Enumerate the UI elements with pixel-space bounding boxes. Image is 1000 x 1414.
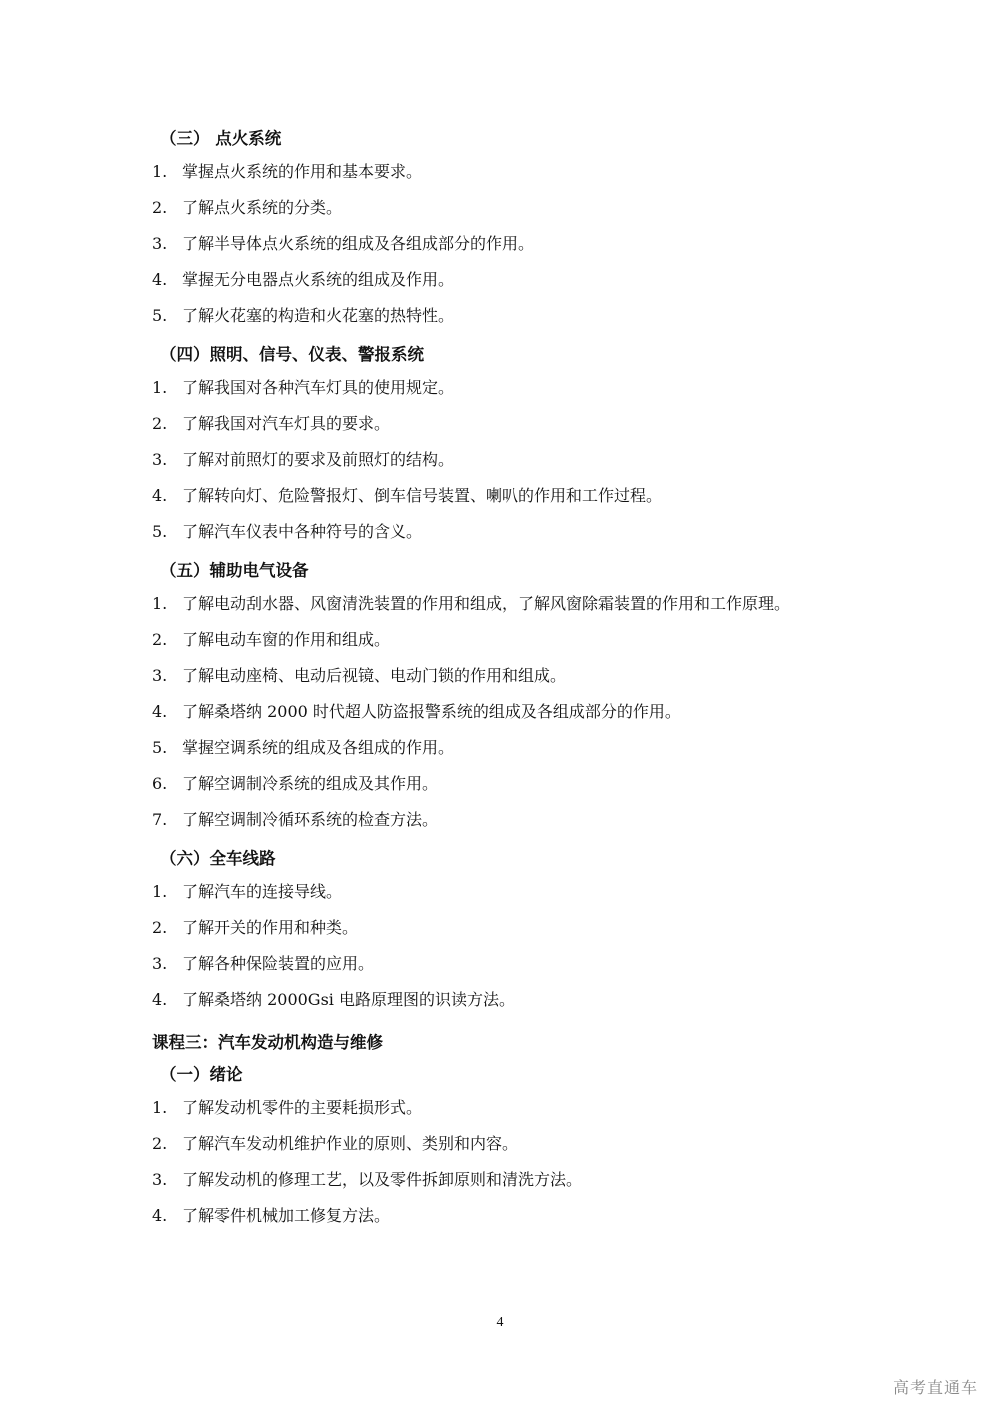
item-text: 了解对前照灯的要求及前照灯的结构。 bbox=[182, 450, 455, 469]
list-item bbox=[0, 190, 1000, 226]
item-number: 2. bbox=[152, 414, 168, 433]
item-text: 了解空调制冷循环系统的检查方法。 bbox=[182, 810, 439, 829]
list-item bbox=[0, 946, 1000, 982]
item-number: 5. bbox=[152, 522, 168, 541]
item-number: 4. bbox=[152, 990, 168, 1009]
list-item bbox=[0, 1126, 1000, 1162]
item-number: 4. bbox=[152, 1206, 168, 1225]
item-number: 1. bbox=[152, 882, 168, 901]
item-text: 了解发动机的修理工艺，以及零件拆卸原则和清洗方法。 bbox=[182, 1170, 583, 1189]
item-number: 2. bbox=[152, 1134, 168, 1153]
section-heading: （五）辅助电气设备 bbox=[160, 561, 309, 580]
item-number: 1. bbox=[152, 162, 168, 181]
item-list bbox=[0, 586, 1000, 838]
list-item bbox=[0, 694, 1000, 730]
list-item bbox=[0, 1090, 1000, 1126]
item-number: 5. bbox=[152, 738, 168, 757]
list-item bbox=[0, 262, 1000, 298]
item-number: 5. bbox=[152, 306, 168, 325]
item-text: 了解我国对汽车灯具的要求。 bbox=[182, 414, 391, 433]
section-lighting-signal bbox=[0, 340, 1000, 550]
item-text: 了解电动刮水器、风窗清洗装置的作用和组成，了解风窗除霜装置的作用和工作原理。 bbox=[182, 594, 791, 613]
list-item bbox=[0, 1162, 1000, 1198]
section-heading: （六）全车线路 bbox=[160, 849, 276, 868]
list-item bbox=[0, 514, 1000, 550]
item-number: 2. bbox=[152, 918, 168, 937]
list-item bbox=[0, 442, 1000, 478]
list-item bbox=[0, 1198, 1000, 1234]
item-number: 4. bbox=[152, 702, 168, 721]
list-item bbox=[0, 370, 1000, 406]
item-text: 掌握点火系统的作用和基本要求。 bbox=[182, 162, 423, 181]
item-text: 了解点火系统的分类。 bbox=[182, 198, 343, 217]
item-number: 6. bbox=[152, 774, 168, 793]
item-number: 2. bbox=[152, 198, 168, 217]
item-number: 4. bbox=[152, 486, 168, 505]
list-item bbox=[0, 298, 1000, 334]
item-number: 1. bbox=[152, 594, 168, 613]
item-list bbox=[0, 874, 1000, 1018]
item-number: 3. bbox=[152, 1170, 168, 1189]
item-text: 了解零件机械加工修复方法。 bbox=[182, 1206, 391, 1225]
item-number: 1. bbox=[152, 1098, 168, 1117]
page-number: 4 bbox=[496, 1315, 504, 1330]
section-heading: （一）绪论 bbox=[160, 1065, 243, 1084]
item-number: 2. bbox=[152, 630, 168, 649]
item-text: 了解电动车窗的作用和组成。 bbox=[182, 630, 391, 649]
item-number: 3. bbox=[152, 666, 168, 685]
list-item bbox=[0, 226, 1000, 262]
list-item bbox=[0, 766, 1000, 802]
section-introduction bbox=[0, 1060, 1000, 1234]
item-number: 3. bbox=[152, 234, 168, 253]
item-text: 掌握空调系统的组成及各组成的作用。 bbox=[182, 738, 455, 757]
list-item bbox=[0, 730, 1000, 766]
item-number: 1. bbox=[152, 378, 168, 397]
list-item bbox=[0, 154, 1000, 190]
item-text: 掌握无分电器点火系统的组成及作用。 bbox=[182, 270, 455, 289]
list-item bbox=[0, 658, 1000, 694]
item-text: 了解我国对各种汽车灯具的使用规定。 bbox=[182, 378, 455, 397]
item-text: 了解汽车仪表中各种符号的含义。 bbox=[182, 522, 423, 541]
section-ignition bbox=[0, 124, 1000, 334]
item-number: 3. bbox=[152, 450, 168, 469]
item-list bbox=[0, 370, 1000, 550]
list-item bbox=[0, 874, 1000, 910]
item-text: 了解半导体点火系统的组成及各组成部分的作用。 bbox=[182, 234, 535, 253]
item-text: 了解火花塞的构造和火花塞的热特性。 bbox=[182, 306, 455, 325]
list-item bbox=[0, 910, 1000, 946]
section-heading: （三） 点火系统 bbox=[160, 129, 282, 148]
section-auxiliary-electrical bbox=[0, 556, 1000, 838]
item-text: 了解发动机零件的主要耗损形式。 bbox=[182, 1098, 423, 1117]
list-item bbox=[0, 802, 1000, 838]
section-vehicle-wiring bbox=[0, 844, 1000, 1018]
item-text: 了解电动座椅、电动后视镜、电动门锁的作用和组成。 bbox=[182, 666, 567, 685]
list-item bbox=[0, 622, 1000, 658]
item-text: 了解空调制冷系统的组成及其作用。 bbox=[182, 774, 439, 793]
item-number: 7. bbox=[152, 810, 168, 829]
page-content bbox=[0, 118, 1000, 1234]
section-heading: （四）照明、信号、仪表、警报系统 bbox=[160, 345, 424, 364]
item-text: 了解汽车发动机维护作业的原则、类别和内容。 bbox=[182, 1134, 519, 1153]
item-text: 了解各种保险装置的应用。 bbox=[182, 954, 375, 973]
item-text: 了解汽车的连接导线。 bbox=[182, 882, 343, 901]
list-item bbox=[0, 982, 1000, 1018]
item-text: 了解桑塔纳 2000 时代超人防盗报警系统的组成及各组成部分的作用。 bbox=[182, 702, 681, 721]
item-text: 了解转向灯、危险警报灯、倒车信号装置、喇叭的作用和工作过程。 bbox=[182, 486, 663, 505]
item-list bbox=[0, 1090, 1000, 1234]
course-heading: 课程三：汽车发动机构造与维修 bbox=[152, 1033, 383, 1052]
list-item bbox=[0, 406, 1000, 442]
item-list bbox=[0, 154, 1000, 334]
list-item bbox=[0, 478, 1000, 514]
item-number: 4. bbox=[152, 270, 168, 289]
list-item bbox=[0, 586, 1000, 622]
item-text: 了解桑塔纳 2000Gsi 电路原理图的识读方法。 bbox=[182, 990, 516, 1009]
watermark: 高考直通车 bbox=[892, 1378, 978, 1397]
item-number: 3. bbox=[152, 954, 168, 973]
item-text: 了解开关的作用和种类。 bbox=[182, 918, 359, 937]
